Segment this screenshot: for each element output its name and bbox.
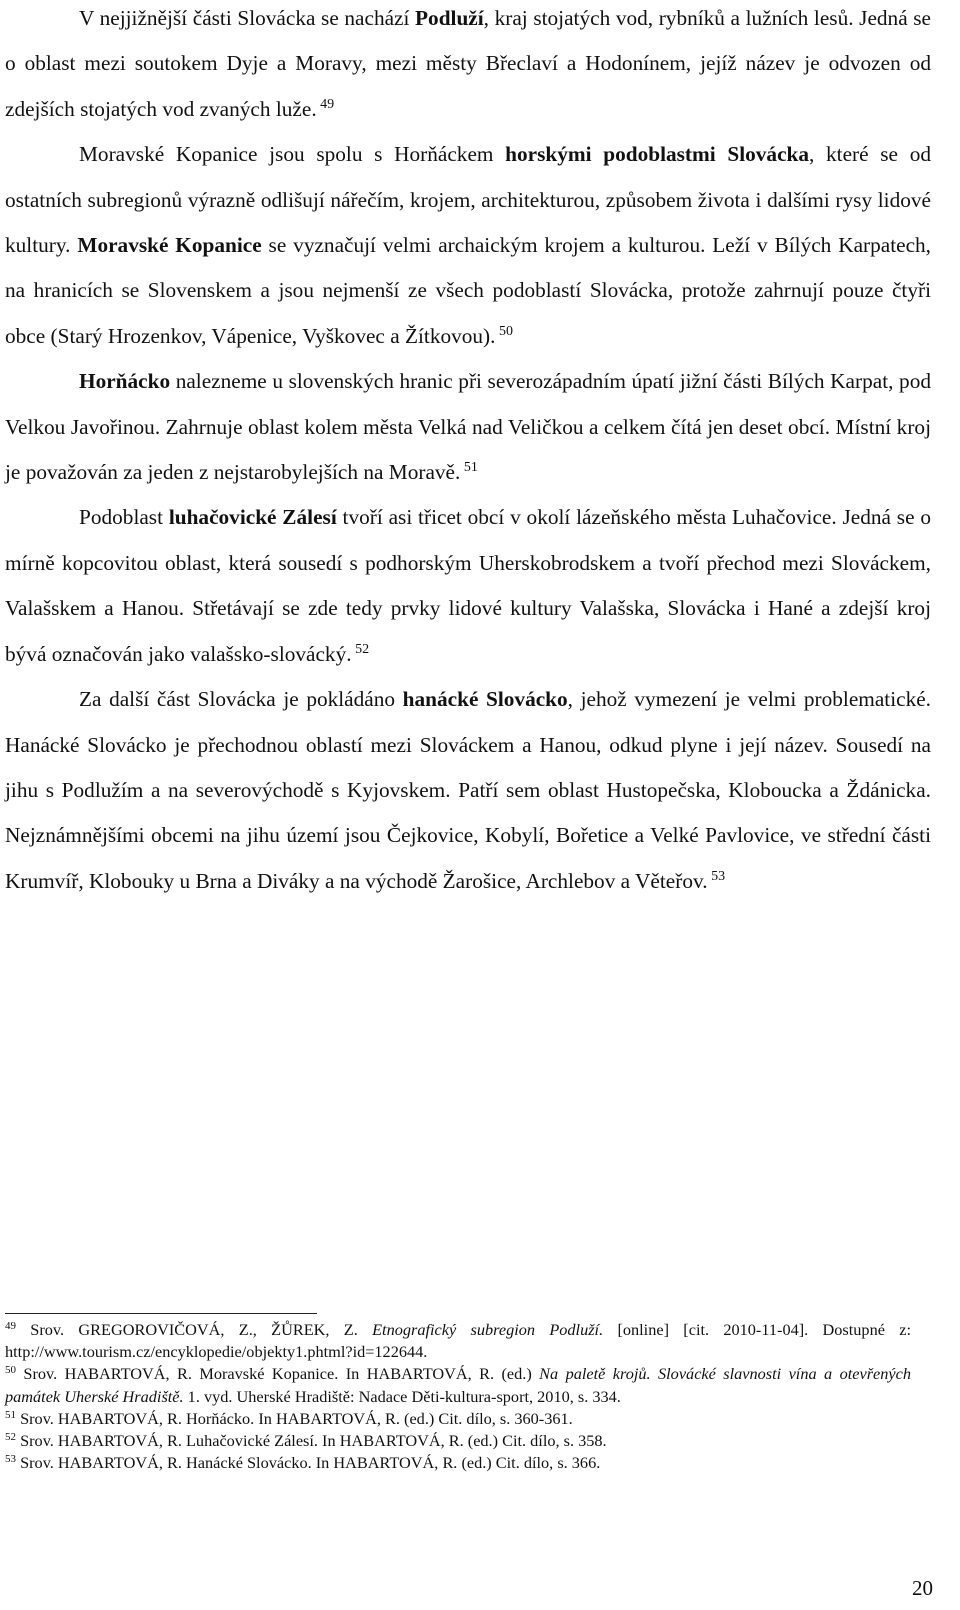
text-run: Podoblast [79, 505, 169, 530]
paragraph-moravske-kopanice [5, 132, 931, 359]
text-run: , které se od ostatních subregionů výrazně odlišují nářečím, krojem, architekturou, způsobem života i dalšími rysy lidové kultury. [5, 142, 931, 258]
footnote-number: 51 [5, 1408, 16, 1421]
text-run: Srov. HABARTOVÁ, R. Horňácko. In HABARTOVÁ, R. (ed.) Cit. dílo, s. 360-361. [16, 1408, 573, 1428]
italic-title: Etnografický subregion Podluží. [372, 1320, 604, 1339]
footnote-ref: 49 [316, 96, 335, 112]
footnote-52 [5, 1430, 911, 1452]
text-run: tvoří asi třicet obcí v okolí lázeňského města Luhačovice. Jedná se o mírně kopcovitou oblast, která sousedí s podhorským Uherskobrodskem a tvoří přechod mezi Slováckem, Valašskem a Hanou. Střetávají se zde tedy prvky lidové kultury Valašska, Slovácka i Hané a zdejší kroj bývá označován jako valašsko-slovácký. [5, 505, 932, 666]
text-run: Srov. HABARTOVÁ, R. Hanácké Slovácko. In HABARTOVÁ, R. (ed.) Cit. dílo, s. 366. [16, 1453, 601, 1473]
bold-term: Podluží [415, 6, 484, 30]
bold-term: horskými podoblastmi Slovácka [505, 142, 810, 167]
text-run: 1. vyd. Uherské Hradiště: Nadace Děti-kultura-sport, 2010, s. 334. [183, 1386, 621, 1406]
footnote-ref: 50 [495, 323, 513, 339]
footnote-text [5, 1364, 911, 1405]
text-run: Za další část Slovácka je pokládáno [79, 687, 403, 712]
text-run: Moravské Kopanice jsou spolu s Horňáckem [79, 142, 506, 167]
text-run: Srov. HABARTOVÁ, R. Moravské Kopanice. In HABARTOVÁ, R. (ed.) [16, 1364, 540, 1384]
footnote-53 [5, 1452, 911, 1474]
text-run: se vyznačují velmi archaickým krojem a kulturou. Leží v Bílých Karpatech, na hranicích se Slovenskem a jsou nejmenší ze všech podoblastí Slovácka, protože zahrnují pouze čtyři obce (Starý Hrozenkov, Vápenice, Vyškovec a Žítkovou). [5, 233, 932, 348]
paragraph-hornacko [5, 359, 931, 495]
paragraph-hanacke-slovacko [5, 677, 931, 904]
bold-term: hanácké Slovácko [402, 687, 568, 712]
footnote-51 [5, 1408, 911, 1430]
footnote-ref: 51 [460, 460, 478, 476]
text-run: [online] [cit. 2010-11-04]. Dostupné z: http://www.tourism.cz/encyklopedie/objekty1.phtml?id=122644. [5, 1320, 911, 1362]
paragraph-luhacovicke-zalesi [5, 495, 931, 677]
paragraph-podluzi [5, 0, 931, 132]
bold-term: luhačovické Zálesí [168, 505, 337, 530]
footnote-text [5, 1320, 911, 1361]
text-run: , jehož vymezení je velmi problematické. Hanácké Slovácko je přechodnou oblastí mezi Slováckem a Hanou, odkud plyne i její název. Sousedí na jihu s Podlužím a na severovýchodě s Kyjovskem. Patří sem oblast Hustopečska, Kloboucka a Ždánicka. Nejznámnějšími obcemi na jihu území jsou Čejkovice, Kobylí, Bořetice a Velké Pavlovice, ve střední části Krumvíř, Klobouky u Brna a Diváky a na východě Žarošice, Archlebov a Věteřov. [5, 687, 931, 893]
footnote-number: 50 [5, 1364, 16, 1377]
body-text [5, 0, 931, 904]
footnotes [5, 1319, 911, 1474]
footnote-50 [5, 1363, 911, 1407]
text-run: Srov. GREGOROVIČOVÁ, Z., ŽŮREK, Z. [16, 1320, 373, 1339]
footnote-separator [5, 1313, 317, 1314]
footnote-number: 49 [5, 1320, 16, 1332]
footnote-ref: 52 [351, 641, 370, 657]
text-run: Srov. HABARTOVÁ, R. Luhačovické Zálesí. In HABARTOVÁ, R. (ed.) Cit. dílo, s. 358. [16, 1431, 607, 1451]
bold-term: Horňácko [79, 369, 171, 394]
footnote-text [16, 1431, 607, 1450]
footnote-number: 52 [5, 1431, 16, 1444]
bold-term: Moravské Kopanice [77, 233, 262, 258]
footnote-number: 53 [5, 1453, 16, 1466]
footnote-49 [5, 1319, 911, 1363]
text-run: V nejjižnější části Slovácka se nachází [79, 6, 416, 30]
text-run: nalezneme u slovenských hranic při severozápadním úpatí jižní části Bílých Karpat, pod Velkou Javořinou. Zahrnuje oblast kolem města Velká nad Veličkou a celkem čítá jen deset obcí. Místní kroj je považován za jeden z nejstarobylejších na Moravě. [5, 369, 931, 485]
footnote-ref: 53 [707, 868, 726, 884]
italic-title: Na paletě krojů. Slovácké slavnosti vína a otevřených památek Uherské Hradiště. [5, 1364, 911, 1406]
footnote-text [16, 1453, 600, 1472]
text-run: , kraj stojatých vod, rybníků a lužních lesů. Jedná se o oblast mezi soutokem Dyje a Moravy, mezi městy Břeclaví a Hodonínem, jejíž název je odvozen od zdejších stojatých vod zvaných luže. [5, 6, 931, 121]
page-number: 20 [912, 1576, 933, 1600]
footnote-text [16, 1409, 573, 1428]
